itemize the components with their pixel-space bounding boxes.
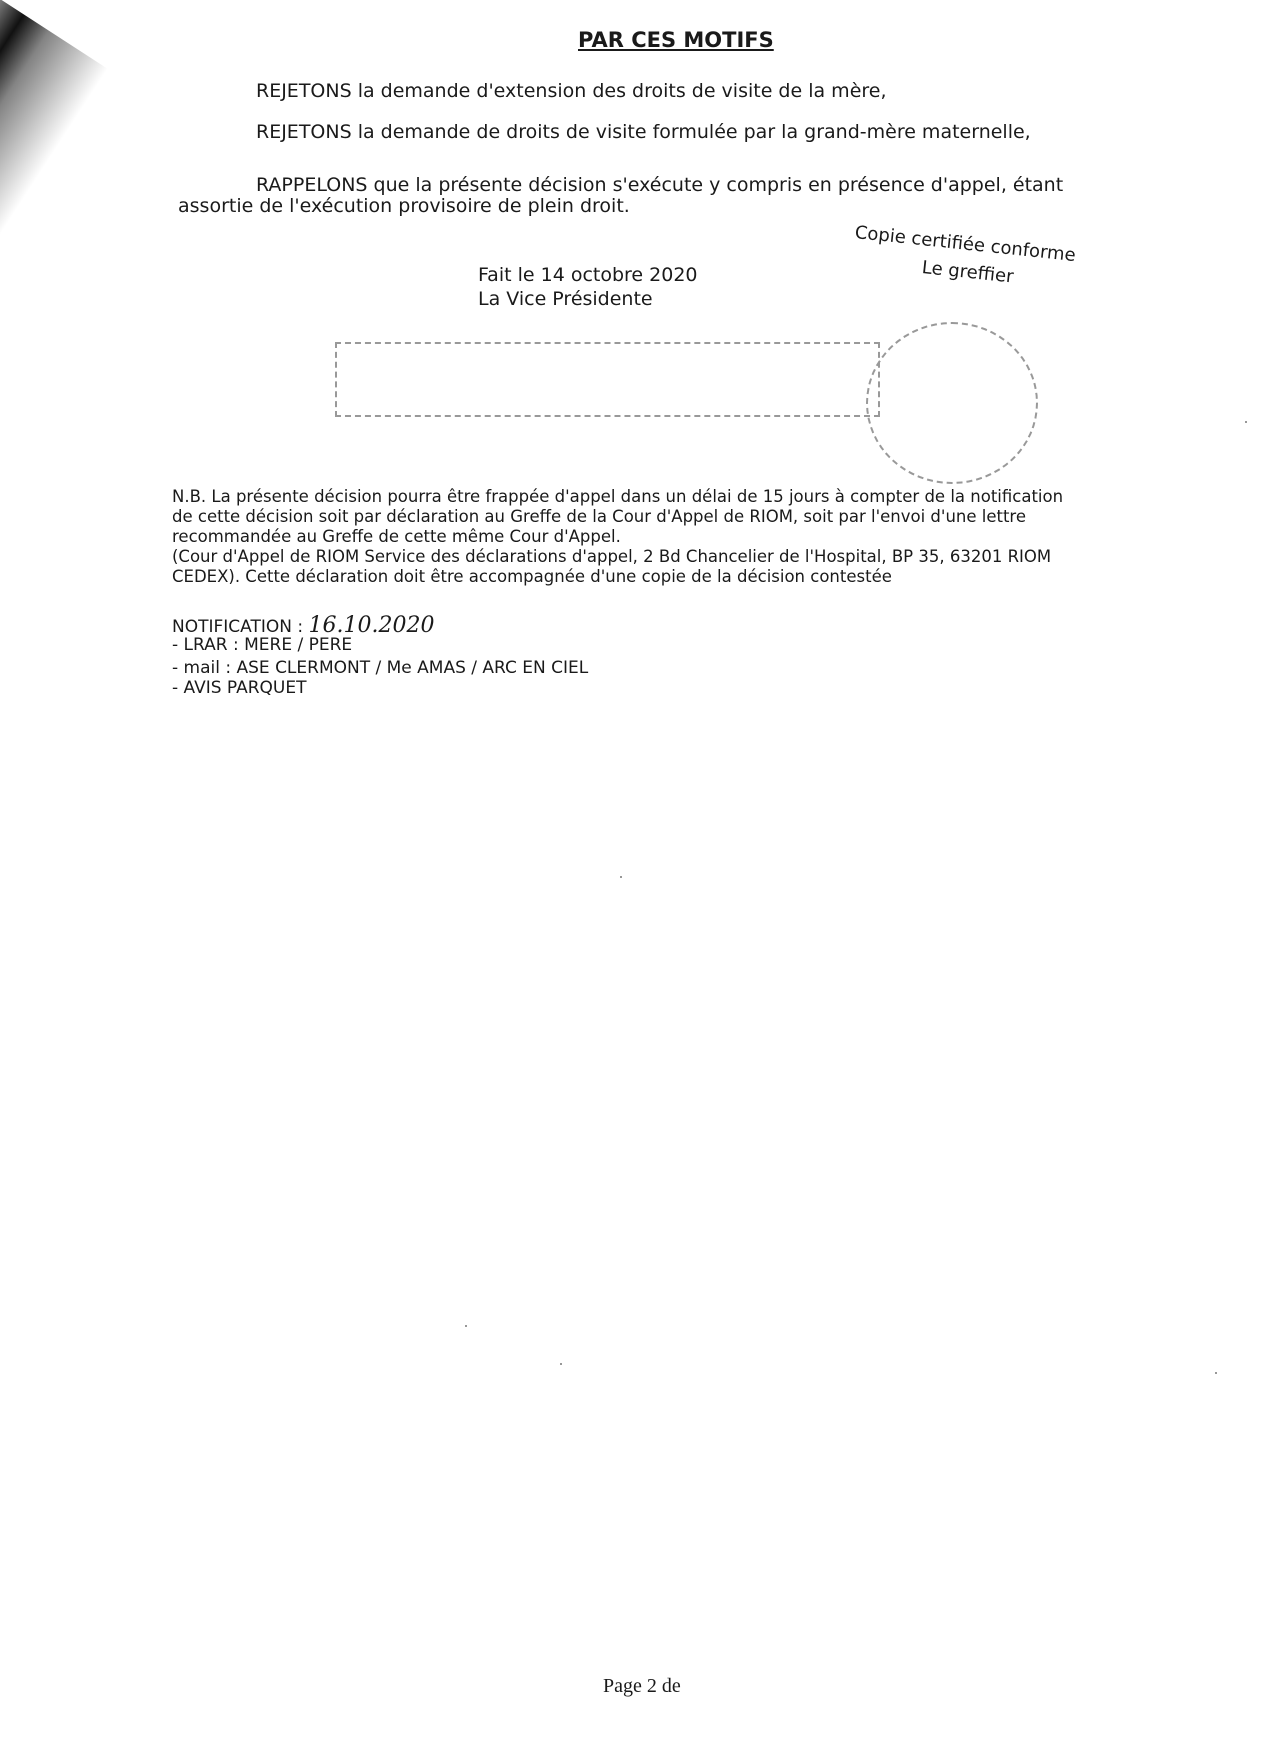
scan-speck (1215, 1372, 1217, 1374)
paragraph-rejetons-2: REJETONS la demande de droits de visite formulée par la grand-mère maternelle, (256, 121, 1031, 143)
page-number: Page 2 de (603, 1675, 681, 1697)
date-line: Fait le 14 octobre 2020 (478, 264, 698, 286)
scan-speck (1245, 421, 1247, 423)
notification-item-parquet: - AVIS PARQUET (172, 678, 307, 698)
paragraph-rejetons-1: REJETONS la demande d'extension des droits de visite de la mère, (256, 80, 887, 102)
nb-line-2: de cette décision soit par déclaration au Greffe de la Cour d'Appel de RIOM, soit par l'envoi d'une lettre (172, 507, 1027, 526)
signatory-role: La Vice Présidente (478, 288, 653, 310)
scan-speck (560, 1363, 562, 1365)
nb-line-1: N.B. La présente décision pourra être frappée d'appel dans un délai de 15 jours à compter de la notification (172, 487, 1064, 506)
nb-line-5: CEDEX). Cette déclaration doit être accompagnée d'une copie de la décision contestée (172, 567, 892, 586)
greffier-label: Le greffier (920, 257, 1015, 288)
paragraph-rappelons-line2: assortie de l'exécution provisoire de plein droit. (178, 195, 630, 217)
notification-date: 16.10.2020 (308, 613, 435, 638)
notification-label: NOTIFICATION : (172, 617, 304, 637)
notification-item-lrar: - LRAR : MERE / PERE (172, 635, 353, 655)
certification-line: Copie certifiée conforme (853, 222, 1077, 267)
notification-item-mail: - mail : ASE CLERMONT / Me AMAS / ARC EN CIEL (172, 658, 589, 678)
scan-speck (465, 1325, 467, 1327)
nb-line-4: (Cour d'Appel de RIOM Service des déclarations d'appel, 2 Bd Chancelier de l'Hospital, BP 35, 63201 RIOM (172, 547, 1052, 566)
court-stamp-placeholder (866, 322, 1038, 484)
signature-placeholder (335, 342, 880, 417)
section-heading: PAR CES MOTIFS (578, 28, 774, 52)
scan-speck (620, 876, 622, 878)
paragraph-rappelons-line1: RAPPELONS que la présente décision s'exécute y compris en présence d'appel, étant (256, 174, 1064, 196)
scan-edge-shadow (0, 0, 108, 589)
nb-line-3: recommandée au Greffe de cette même Cour d'Appel. (172, 527, 621, 546)
